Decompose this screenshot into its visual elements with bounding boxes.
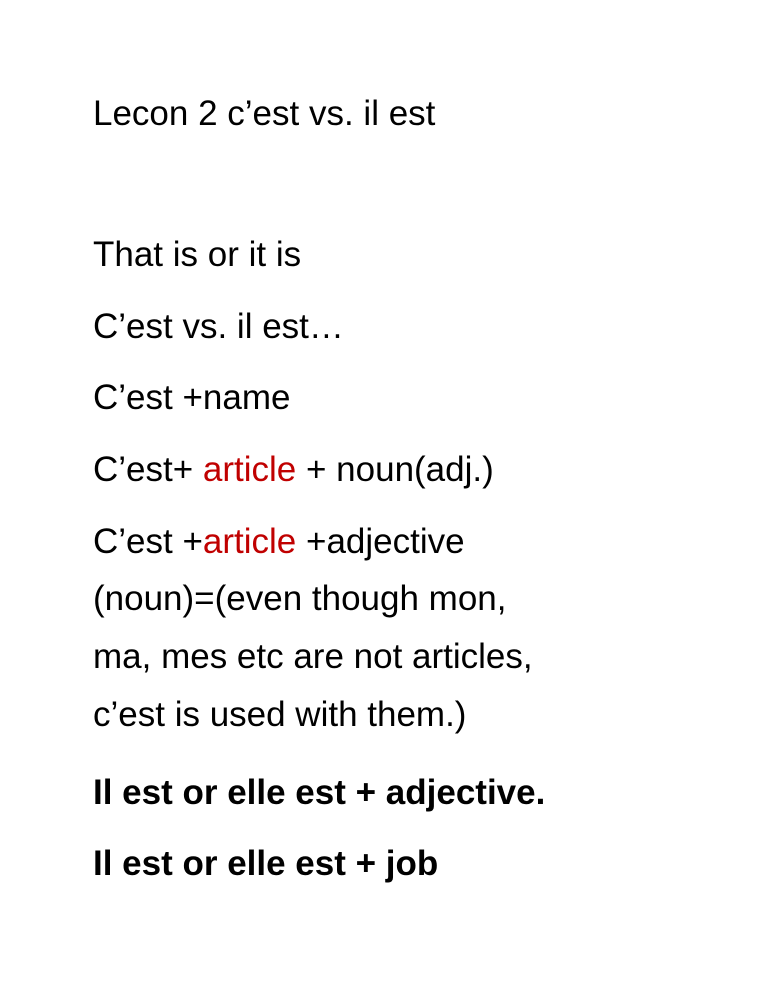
line-continuation-2: ma, mes etc are not articles,: [93, 637, 533, 676]
page-title: Lecon 2 c’est vs. il est: [93, 94, 436, 133]
text-segment: +adjective: [296, 522, 465, 561]
line-il-est-job: Il est or elle est + job: [93, 844, 439, 883]
highlight-article: article: [202, 450, 297, 489]
text-segment: C’est +: [93, 522, 203, 561]
line-cest-name: C’est +name: [93, 378, 291, 417]
line-cest-vs-il-est: C’est vs. il est…: [93, 307, 344, 346]
line-continuation-3: c’est is used with them.): [93, 695, 467, 734]
line-cest-article-adjective: [93, 520, 465, 564]
line-continuation-1: (noun)=(even though mon,: [93, 579, 507, 618]
line-il-est-adjective: Il est or elle est + adjective.: [93, 773, 546, 812]
line-cest-article-noun: [93, 448, 494, 492]
line-that-is: That is or it is: [93, 235, 302, 274]
highlight-article: article: [202, 522, 297, 561]
text-segment: + noun(adj.): [296, 450, 494, 489]
text-segment: C’est+: [93, 450, 203, 489]
